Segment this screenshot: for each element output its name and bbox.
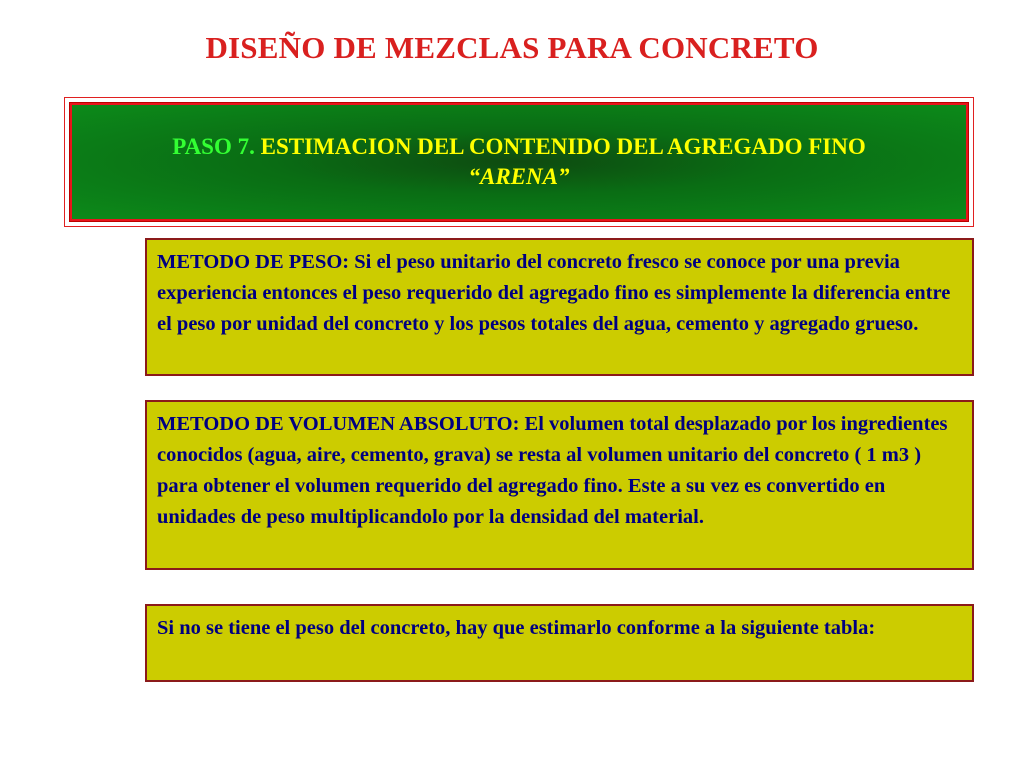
weight-method-box bbox=[145, 238, 974, 376]
step-heading-line bbox=[172, 132, 866, 162]
weight-method-label: METODO DE PESO: bbox=[157, 251, 350, 273]
weight-method-text: Si el peso unitario del concreto fresco se conoce por una previa experiencia entonces el peso requerido del agregado fino es simplemente la diferencia entre el peso por unidad del concreto y los pesos totales del agua, cemento y agregado grueso. bbox=[157, 251, 951, 335]
absolute-volume-method-label: METODO DE VOLUMEN ABSOLUTO: bbox=[157, 413, 520, 435]
absolute-volume-method-box bbox=[145, 400, 974, 570]
step-subheading: “ARENA” bbox=[468, 164, 570, 189]
step-header-frame bbox=[64, 97, 974, 227]
slide-title: DISEÑO DE MEZCLAS PARA CONCRETO bbox=[205, 30, 819, 65]
step-heading: ESTIMACION DEL CONTENIDO DEL AGREGADO FINO bbox=[254, 134, 866, 159]
step-number: PASO 7. bbox=[172, 134, 255, 159]
absolute-volume-method-text: El volumen total desplazado por los ingredientes conocidos (agua, aire, cemento, grava) se resta al volumen unitario del concreto ( 1 m3 ) para obtener el volumen requerido del agregado fino. Este a su vez es convertido en unidades de peso multiplicandolo por la densidad del material. bbox=[157, 413, 948, 528]
estimate-note-text: Si no se tiene el peso del concreto, hay que estimarlo conforme a la siguiente tabla: bbox=[157, 617, 876, 639]
estimate-note-box bbox=[145, 604, 974, 682]
step-header bbox=[72, 105, 966, 219]
